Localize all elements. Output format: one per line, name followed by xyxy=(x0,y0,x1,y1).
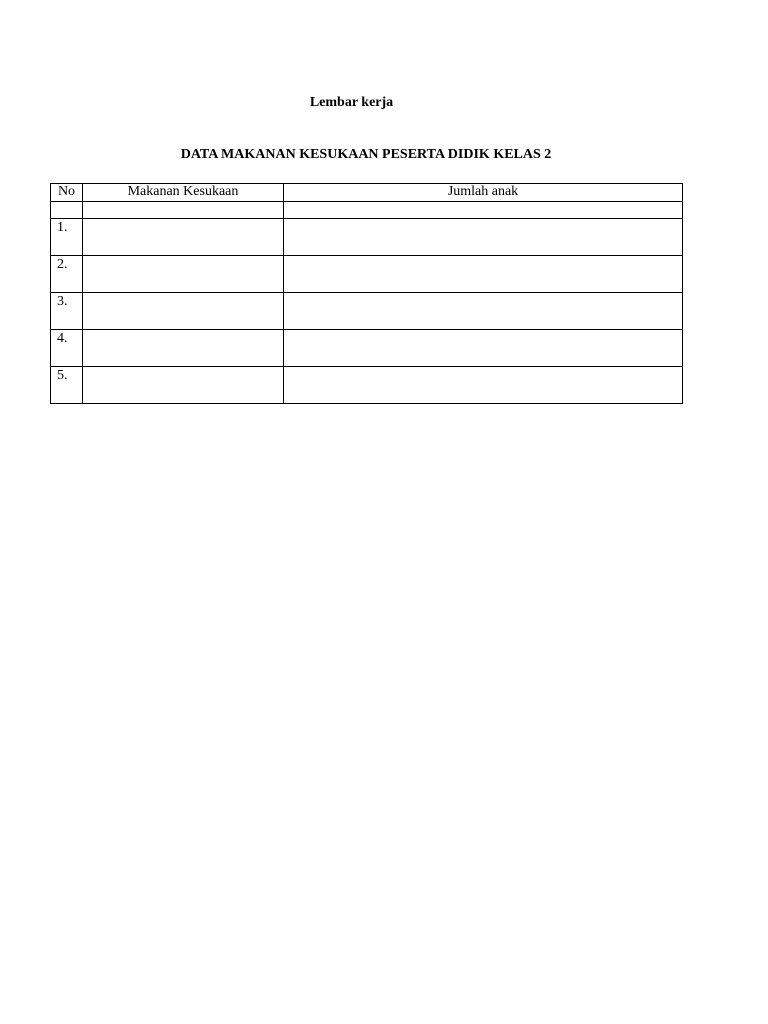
favorite-food-cell xyxy=(83,256,284,293)
favorite-food-cell xyxy=(83,330,284,367)
child-count-cell xyxy=(284,219,683,256)
favorite-food-table xyxy=(50,183,683,404)
row-number: 1. xyxy=(51,219,83,256)
child-count-cell xyxy=(284,256,683,293)
table-row xyxy=(51,330,683,367)
table-title: DATA MAKANAN KESUKAAN PESERTA DIDIK KELAS 2 xyxy=(180,147,552,162)
table-header-row xyxy=(51,184,683,202)
table-row xyxy=(51,293,683,330)
favorite-food-cell xyxy=(83,219,284,256)
header-child-count: Jumlah anak xyxy=(284,184,683,202)
table-row xyxy=(51,219,683,256)
favorite-food-cell xyxy=(83,293,284,330)
table-cell xyxy=(83,202,284,219)
child-count-cell xyxy=(284,293,683,330)
row-number: 5. xyxy=(51,367,83,404)
row-number: 4. xyxy=(51,330,83,367)
table-row xyxy=(51,367,683,404)
header-favorite-food: Makanan Kesukaan xyxy=(83,184,284,202)
page-title: Lembar kerja xyxy=(309,95,394,110)
row-number: 2. xyxy=(51,256,83,293)
favorite-food-cell xyxy=(83,367,284,404)
row-number: 3. xyxy=(51,293,83,330)
table-spacer-row xyxy=(51,202,683,219)
table-row xyxy=(51,256,683,293)
child-count-cell xyxy=(284,330,683,367)
child-count-cell xyxy=(284,367,683,404)
table-cell xyxy=(51,202,83,219)
header-no: No xyxy=(51,184,83,202)
table-cell xyxy=(284,202,683,219)
